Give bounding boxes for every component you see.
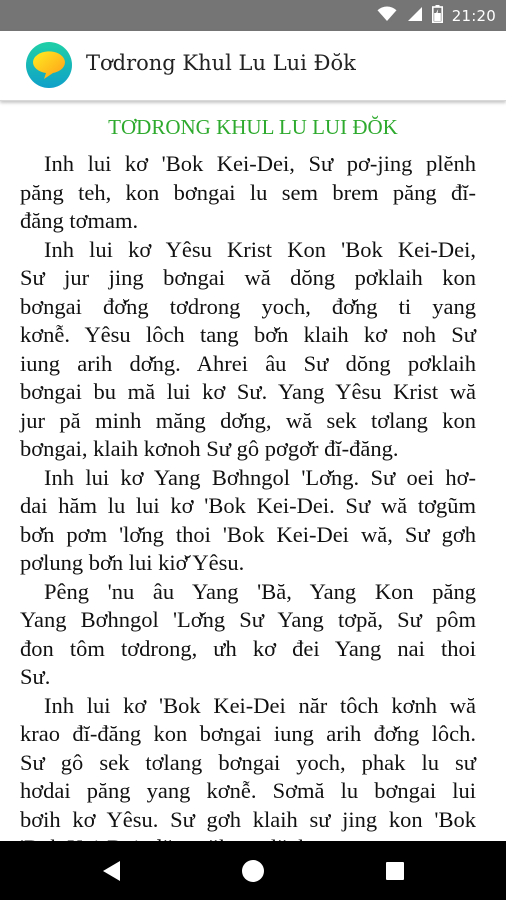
text-line: bơngai, klaih kơnoh Sư gô pơgơ̆r đĭ-đăng. (20, 436, 399, 461)
status-time: 21:20 (451, 6, 496, 25)
document-body (20, 150, 476, 863)
text-line: jur pă minh măng dơ̆ng, wă sek tơlang kon (20, 407, 476, 433)
app-title: Tơdrong Khul Lu Lui Đŏk (86, 51, 356, 75)
navigation-bar (0, 841, 506, 900)
text-line: Inh lui kơ 'Bok Kei-Dei, Sư pơ-jing plĕnh (44, 151, 476, 176)
text-line: đon tôm tơdrong, ưh kơ đei Yang nai thoi (20, 635, 476, 661)
text-line: Yang Bơhngol 'Lơ̆ng Sư Yang tơpă, Sư pôm (20, 607, 476, 632)
text-line: iung arih dơ̆ng. Ahrei âu Sư dŏng pơklaih (20, 350, 476, 376)
back-icon[interactable] (96, 856, 126, 886)
text-line: bơ̆n pơm 'lơ̆ng thoi 'Bok Kei-Dei wă, Sư gơh (20, 521, 476, 547)
text-line: Inh lui kơ 'Bok Kei-Dei năr tôch kơnh wă (44, 692, 476, 718)
battery-icon (432, 5, 443, 27)
speech-bubble-logo-icon[interactable] (25, 42, 73, 90)
recents-icon[interactable] (380, 856, 410, 886)
app-bar (0, 31, 506, 101)
document-heading: TƠDRONG KHUL LU LUI ĐŎK (108, 115, 398, 139)
text-line: bơih kơ Yêsu. Sư gơh klaih sư jing kon 'Bok (20, 806, 476, 832)
text-line: đăng tơmam. (20, 208, 139, 233)
content-scroll-area[interactable] (0, 101, 506, 841)
status-bar (0, 0, 506, 31)
text-line: pơlung bơ̆n lui kiơ̆ Yêsu. (20, 550, 245, 575)
text-line: Pêng 'nu âu Yang 'Bă, Yang Kon păng (44, 578, 476, 604)
text-line: kơnễ. Yêsu lôch tang bơ̆n klaih kơ noh Sư (20, 322, 476, 347)
text-line: păng teh, kon bơngai lu sem brem păng đĭ- (20, 179, 476, 205)
text-line: dai hăm lu lui kơ 'Bok Kei-Dei. Sư wă tơgũm (20, 493, 476, 518)
text-line: hơdai păng yang kơnễ. Sơmă lu bơngai lui (20, 778, 476, 803)
status-icons (377, 4, 496, 27)
text-line: bơngai đơ̆ng tơdrong yoch, đơ̆ng ti yang (20, 293, 476, 319)
signal-icon (406, 6, 423, 26)
text-line: krao đĭ-đăng kon bơngai iung arih đơ̆ng lôch. (20, 721, 476, 746)
wifi-icon (377, 6, 397, 26)
home-icon[interactable] (238, 856, 268, 886)
text-line: Sư. (20, 664, 51, 689)
text-line: Sư gô sek tơlang bơngai yoch, phak lu sư (20, 749, 476, 775)
text-line: Sư jur jing bơngai wă dŏng pơklaih kon (20, 265, 476, 290)
text-line: Inh lui kơ Yêsu Krist Kon 'Bok Kei-Dei, (44, 236, 476, 262)
text-line: bơngai bu mă lui kơ Sư. Yang Yêsu Krist wă (20, 379, 476, 404)
text-line: Inh lui kơ Yang Bơhngol 'Lơ̆ng. Sư oei hơ- (44, 464, 476, 490)
